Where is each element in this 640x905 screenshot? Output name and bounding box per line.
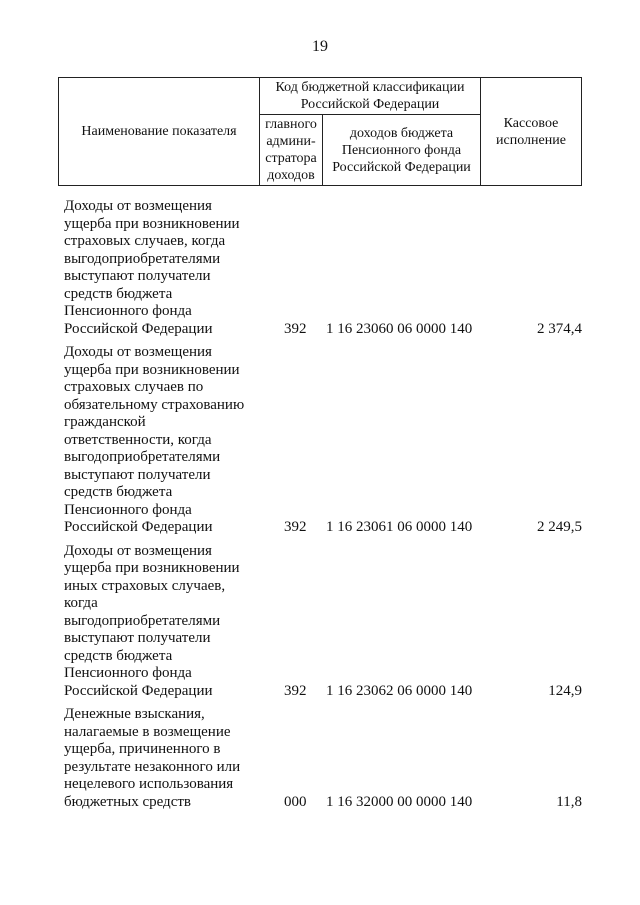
header-income-cell: доходов бюджета Пенсионного фонда Российской Федерации [323, 115, 481, 186]
row-name-line: результате незаконного или [64, 758, 241, 775]
table-row [58, 198, 582, 338]
row-classification-code: 1 16 23060 06 0000 140 [326, 320, 473, 337]
row-name-line: когда [64, 595, 98, 611]
row-name-line: налагаемые в возмещение [64, 723, 231, 740]
row-name-line: ущерба при возникновении [64, 215, 240, 232]
row-classification-code: 1 16 23062 06 0000 140 [326, 682, 473, 699]
table-body [58, 198, 582, 817]
row-name [58, 543, 260, 701]
row-name-line: Денежные взыскания, [64, 706, 205, 722]
row-amount: 2 374,4 [537, 320, 582, 337]
row-name-line: страховых случаев по [64, 379, 204, 395]
row-name-line: выступают получатели [64, 466, 211, 483]
row-name-line: средств бюджета [64, 285, 173, 302]
header-admin-cell: главного админи-стратора доходов [260, 115, 323, 186]
row-amount: 2 249,5 [537, 519, 582, 535]
row-admin-code: 000 [284, 793, 307, 810]
page-number: 19 [312, 38, 328, 55]
row-name-line: обязательному страхованию [64, 396, 245, 413]
row-name-line: ущерба при возникновении [64, 361, 240, 378]
row-name-line: ущерба при возникновении [64, 560, 240, 576]
row-name-line: Пенсионного фонда [64, 501, 192, 518]
table-row [58, 344, 582, 537]
header-name-cell: Наименование показателя [59, 78, 260, 186]
header-execution-cell: Кассовое исполнение [481, 78, 582, 186]
row-name-line: Доходы от возмещения [64, 542, 212, 559]
row-name-line: иных страховых случаев, [64, 577, 226, 594]
row-admin-code: 392 [284, 682, 307, 699]
row-name-line: выступают получатели [64, 630, 211, 646]
row-name-line: средств бюджета [64, 484, 173, 500]
row-name-line: Доходы от возмещения [64, 344, 212, 360]
row-name-line: ущерба, причиненного в [64, 741, 221, 757]
row-name-line: Российской Федерации [64, 320, 213, 337]
row-admin-code: 392 [284, 320, 307, 337]
row-name-line: нецелевого использования [64, 776, 234, 792]
header-code-group-cell: Код бюджетной классификации Российской Федерации [260, 78, 481, 115]
row-name-line: выгодоприобретателями [64, 250, 221, 267]
row-admin-code: 392 [284, 519, 307, 535]
row-name [58, 198, 260, 338]
table-row [58, 543, 582, 701]
row-classification-code: 1 16 32000 00 0000 140 [326, 793, 473, 810]
row-name-line: средств бюджета [64, 647, 173, 664]
row-name-line: бюджетных средств [64, 793, 191, 810]
row-amount: 11,8 [556, 793, 582, 810]
row-name-line: Пенсионного фонда [64, 665, 192, 681]
row-name-line: Российской Федерации [64, 682, 213, 699]
table-row [58, 706, 582, 811]
row-name-line: Доходы от возмещения [64, 198, 212, 214]
row-name [58, 706, 260, 811]
row-name [58, 344, 260, 537]
row-name-line: Российской Федерации [64, 519, 213, 535]
row-name-line: ответственности, когда [64, 431, 212, 448]
row-name-line: страховых случаев, когда [64, 233, 226, 249]
row-name-line: Пенсионного фонда [64, 303, 192, 319]
row-name-line: гражданской [64, 414, 146, 430]
row-name-line: выступают получатели [64, 268, 211, 284]
row-name-line: выгодоприобретателями [64, 449, 221, 465]
row-classification-code: 1 16 23061 06 0000 140 [326, 519, 473, 535]
row-name-line: выгодоприобретателями [64, 612, 221, 629]
table-header [58, 77, 582, 186]
row-amount: 124,9 [548, 682, 582, 699]
